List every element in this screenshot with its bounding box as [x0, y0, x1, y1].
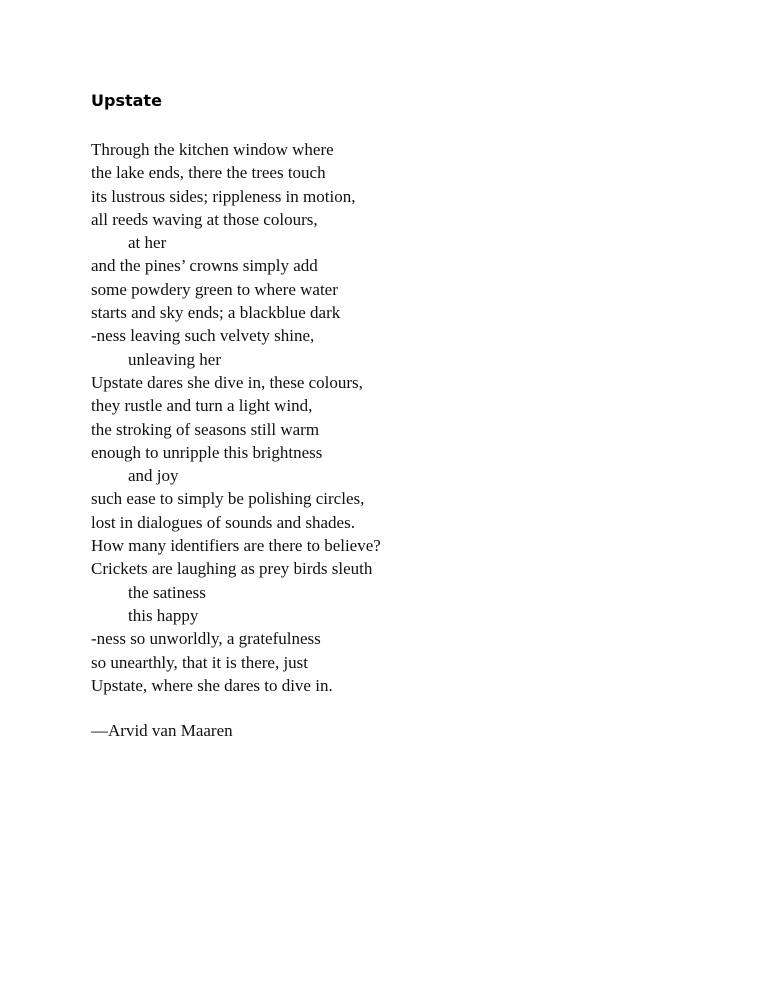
poem-line: all reeds waving at those colours, [91, 209, 318, 229]
poem-line: Upstate, where she dares to dive in. [91, 675, 333, 695]
poem-line: starts and sky ends; a blackblue dark [91, 303, 341, 323]
poem-line: Through the kitchen window where [91, 140, 334, 159]
poem-line: they rustle and turn a light wind, [91, 396, 313, 416]
poem-line: the stroking of seasons still warm [91, 419, 320, 439]
poem-line: the satiness [128, 582, 206, 602]
poem-line: the lake ends, there the trees touch [91, 163, 326, 183]
poem-line: -ness leaving such velvety shine, [91, 326, 315, 346]
poem-line: this happy [128, 605, 199, 625]
poem-line: enough to unripple this brightness [91, 442, 323, 462]
poem-line: at her [128, 233, 167, 253]
poem-line: so unearthly, that it is there, just [91, 652, 309, 672]
poem-line: and joy [128, 466, 179, 486]
poem-line: lost in dialogues of sounds and shades. [91, 512, 355, 532]
poem-line: its lustrous sides; rippleness in motion, [91, 186, 356, 206]
poem-attribution: —Arvid van Maaren [91, 721, 233, 740]
poem-line: some powdery green to where water [91, 279, 338, 299]
poem-line: unleaving her [128, 349, 221, 369]
poem-line: such ease to simply be polishing circles, [91, 489, 365, 509]
poem-line: -ness so unworldly, a gratefulness [91, 629, 321, 649]
poem-title: Upstate [91, 91, 162, 110]
poem-line: and the pines’ crowns simply add [91, 256, 318, 276]
poem-body [91, 138, 381, 697]
poem-line: How many identifiers are there to believe? [91, 536, 381, 556]
poem-line: Crickets are laughing as prey birds sleuth [91, 559, 373, 579]
poem-line: Upstate dares she dive in, these colours, [91, 372, 363, 392]
